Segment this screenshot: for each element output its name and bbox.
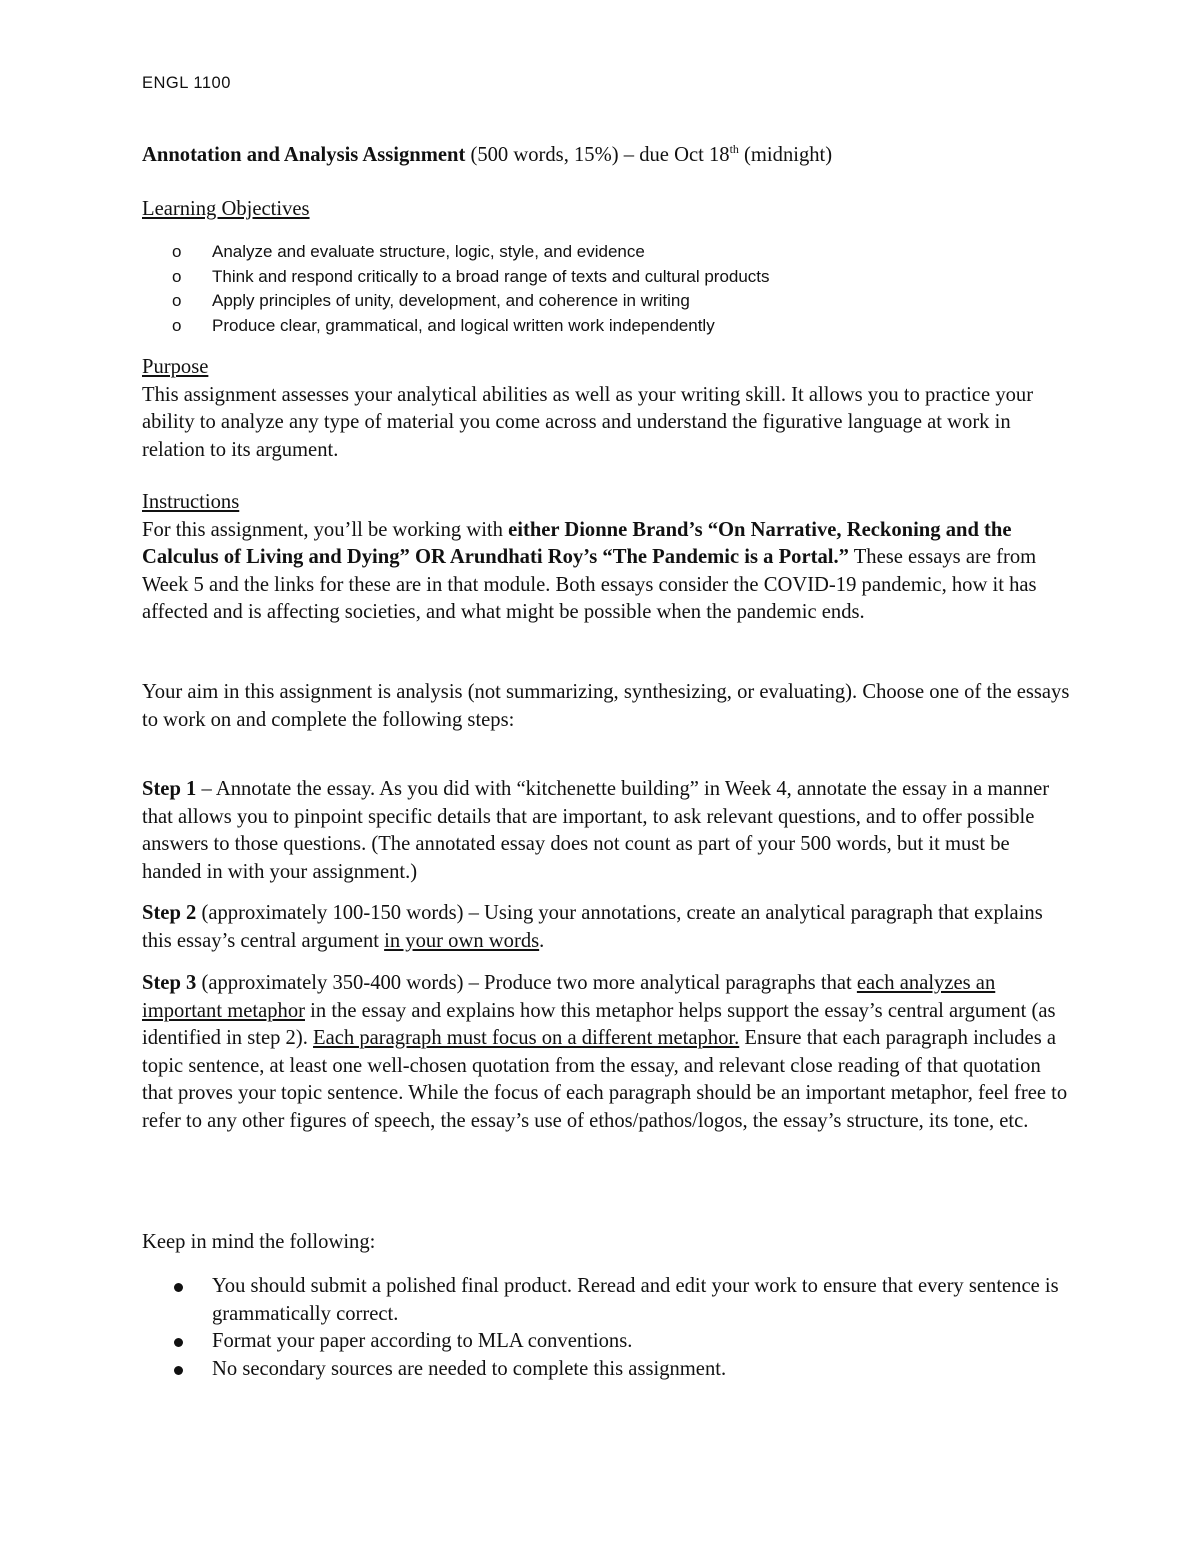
instructions-section	[142, 489, 1072, 627]
circle-bullet-icon: o	[172, 315, 182, 335]
learning-objectives-list	[172, 240, 1052, 338]
purpose-section	[142, 354, 1072, 464]
instructions-intro: For this assignment, you’ll be working with either Dionne Brand’s “On Narrative, Reckoning and the Calculus of Living and Dying” OR Arundhati Roy’s “The Pandemic is a Portal.” These essays are from Week 5 and the links for these are in that module. Both essays consider the COVID-19 pandemic, how it has affected and is affecting societies, and what might be possible when the pandemic ends.	[142, 518, 1037, 623]
circle-bullet-icon: o	[172, 242, 182, 261]
bullet-dot-icon	[174, 1366, 183, 1375]
keep-in-mind-heading: Keep in mind the following:	[142, 1231, 376, 1253]
essay-choices: either Dionne Brand’s “On Narrative, Reckoning and the Calculus of Living and Dying” OR Arundhati Roy’s “The Pandemic is a Portal.”	[142, 518, 1012, 568]
keep-in-mind-item: Format your paper according to MLA conventions.	[142, 1328, 1072, 1356]
step-2-label: Step 2	[142, 902, 197, 924]
date-superscript: th	[729, 142, 739, 157]
objective-item: o Think and respond critically to a broad range of texts and cultural products	[172, 265, 1052, 290]
objective-item: o Produce clear, grammatical, and logical written work independently	[172, 314, 1052, 339]
bullet-dot-icon	[174, 1283, 183, 1292]
step-1-label: Step 1	[142, 778, 197, 800]
purpose-text: This assignment assesses your analytical abilities as well as your writing skill. It allows you to practice your ability to analyze any type of material you come across and understand the figurative language at work in relation to its argument.	[142, 383, 1034, 461]
course-code: ENGL 1100	[142, 74, 231, 92]
objective-item: o Apply principles of unity, development, and coherence in writing	[172, 289, 1052, 314]
step-3: Step 3 (approximately 350-400 words) – Produce two more analytical paragraphs that each analyzes an important metaphor in the essay and explains how this metaphor helps support the essay’s central argument (as identified in step 2). Each paragraph must focus on a different metaphor. Ensure that each paragraph includes a topic sentence, at least one well-chosen quotation from the essay, and relevant close reading of that quotation that proves your topic sentence. While the focus of each paragraph should be an important metaphor, feel free to refer to any other figures of speech, the essay’s use of ethos/pathos/logos, the essay’s structure, its tone, etc.	[142, 972, 1068, 1132]
circle-bullet-icon: o	[172, 266, 182, 286]
assignment-due-time: (midnight)	[738, 144, 833, 166]
step-3-label: Step 3	[142, 972, 197, 994]
step-1: Step 1 – Annotate the essay. As you did with “kitchenette building” in Week 4, annotate the essay in a manner that allows you to pinpoint specific details that are important, to ask relevant questions, and to offer possible answers to those questions. (The annotated essay does not count as part of your 500 words, but it must be handed in with your assignment.)	[142, 778, 1050, 883]
instructions-heading: Instructions	[142, 491, 240, 513]
keep-in-mind-item: You should submit a polished final product. Reread and edit your work to ensure that every sentence is grammatically correct.	[142, 1273, 1072, 1328]
purpose-heading: Purpose	[142, 356, 209, 378]
aim-paragraph: Your aim in this assignment is analysis (not summarizing, synthesizing, or evaluating). Choose one of the essays to work on and complete the following steps:	[142, 681, 1070, 731]
objective-item: o Analyze and evaluate structure, logic, style, and evidence	[172, 240, 1052, 265]
learning-objectives-heading: Learning Objectives	[142, 198, 310, 220]
keep-in-mind-list	[142, 1273, 1072, 1383]
step-2: Step 2 (approximately 100-150 words) – Using your annotations, create an analytical paragraph that explains this essay’s central argument in your own words.	[142, 902, 1043, 952]
assignment-details: (500 words, 15%) – due Oct 18	[465, 144, 730, 166]
bullet-dot-icon	[174, 1338, 183, 1347]
circle-bullet-icon: o	[172, 291, 182, 310]
assignment-title	[142, 142, 1072, 170]
assignment-name: Annotation and Analysis Assignment	[142, 144, 466, 166]
keep-in-mind-item: No secondary sources are needed to complete this assignment.	[142, 1356, 1072, 1384]
